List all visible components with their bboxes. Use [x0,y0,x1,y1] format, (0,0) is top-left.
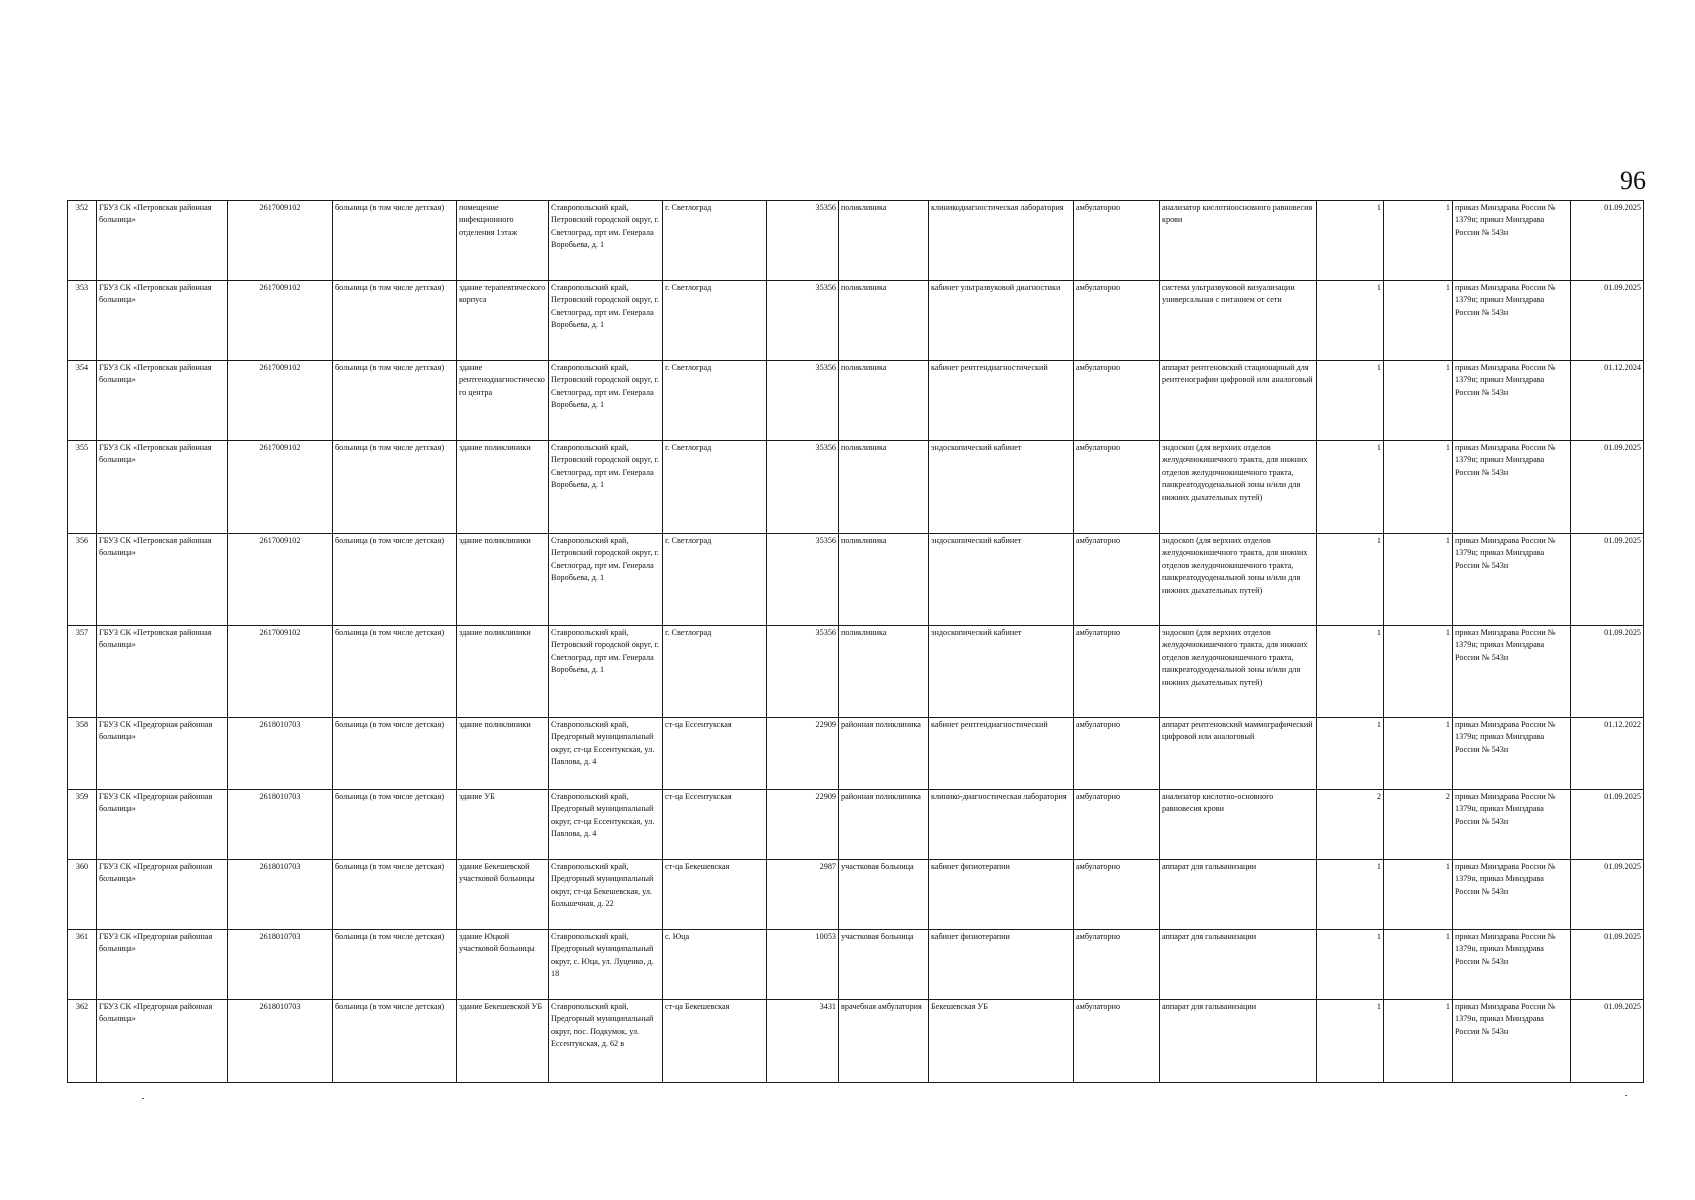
row-number: 361 [68,930,97,1000]
address: Ставропольский край, Предгорный муниципальный округ, ст-ца Ессентукская, ул. Павлова, д. 4 [549,790,663,860]
quantity-required: 1 [1317,534,1384,626]
locality: г. Светлоград [663,626,767,718]
address: Ставропольский край, Петровский городской округ, г. Светлоград, прт им. Генерала Воробьева, д. 1 [549,281,663,361]
row-number: 356 [68,534,97,626]
care-mode: амбулаторно [1074,718,1160,790]
cabinet: клинико-диагностическая лаборатория [929,790,1074,860]
building: помещение инфекционного отделения 1этаж [457,201,549,281]
inn: 2617009102 [228,534,333,626]
table-row [68,441,1644,534]
organization-name: ГБУЗ СК «Петровская районная больница» [97,361,228,441]
locality: г. Светлоград [663,441,767,534]
equipment: эндоскоп (для верхних отделов желудочнокишечного тракта, для нижних отделов желудочнокишечного тракта, панкреатодуоденальной зоны и/или для нижних дыхательных путей) [1160,626,1317,718]
building: здание УБ [457,790,549,860]
population: 35356 [767,626,839,718]
locality: ст-ца Ессентукская [663,718,767,790]
care-mode: амбулаторно [1074,441,1160,534]
locality: ст-ца Ессентукская [663,790,767,860]
unit-type: поликлиника [839,441,929,534]
regulatory-orders: приказ Минздрава России № 1379н; приказ Минздрава России № 543н [1453,441,1571,534]
organization-name: ГБУЗ СК «Петровская районная больница» [97,201,228,281]
row-number: 362 [68,1000,97,1083]
building: здание Бекешевской УБ [457,1000,549,1083]
population: 35356 [767,441,839,534]
building: здание поликлиники [457,441,549,534]
building: здание рентгенодиагностического центра [457,361,549,441]
table-body [68,201,1644,1083]
regulatory-orders: приказ Минздрава России № 1379н, приказ Минздрава России № 543н [1453,790,1571,860]
facility-type: больница (в том числе детская) [333,860,457,930]
organization-name: ГБУЗ СК «Петровская районная больница» [97,441,228,534]
address: Ставропольский край, Предгорный муниципальный округ, с. Юца, ул. Луценко, д. 18 [549,930,663,1000]
unit-type: поликлиника [839,201,929,281]
equipment: аппарат рентгеновский стационарный для рентгенографии цифровой или аналоговый [1160,361,1317,441]
regulatory-orders: приказ Минздрава России № 1379н; приказ Минздрава России № 543н [1453,626,1571,718]
unit-type: районная поликлиника [839,790,929,860]
address: Ставропольский край, Предгорный муниципальный округ, пос. Подкумок, ул. Ессентукская, д. 62 в [549,1000,663,1083]
address: Ставропольский край, Петровский городской округ, г. Светлоград, прт им. Генерала Воробьева, д. 1 [549,201,663,281]
address: Ставропольский край, Петровский городской округ, г. Светлоград, прт им. Генерала Воробьева, д. 1 [549,626,663,718]
quantity-required: 1 [1317,718,1384,790]
address: Ставропольский край, Петровский городской округ, г. Светлоград, прт им. Генерала Воробьева, д. 1 [549,534,663,626]
facility-type: больница (в том числе детская) [333,201,457,281]
population: 22909 [767,790,839,860]
locality: г. Светлоград [663,281,767,361]
inn: 2617009102 [228,361,333,441]
quantity-available: 1 [1384,201,1453,281]
quantity-required: 1 [1317,361,1384,441]
equipment: аппарат для гальванизации [1160,1000,1317,1083]
row-number: 360 [68,860,97,930]
cabinet: клиникодиагностическая лаборатория [929,201,1074,281]
table-row [68,718,1644,790]
cabinet: кабинет рентгендиагностический [929,718,1074,790]
facility-type: больница (в том числе детская) [333,1000,457,1083]
table-row [68,361,1644,441]
date: 01.09.2025 [1571,534,1644,626]
quantity-required: 1 [1317,930,1384,1000]
equipment: эндоскоп (для верхних отделов желудочнокишечного тракта, для нижних отделов желудочнокишечного тракта, панкреатодуоденальной зоны и/или для нижних дыхательных путей) [1160,441,1317,534]
care-mode: амбулаторно [1074,790,1160,860]
inn: 2618010703 [228,1000,333,1083]
regulatory-orders: приказ Минздрава России № 1379н; приказ Минздрава России № 543н [1453,281,1571,361]
date: 01.09.2025 [1571,626,1644,718]
building: здание поликлиники [457,626,549,718]
unit-type: поликлиника [839,281,929,361]
row-number: 354 [68,361,97,441]
population: 22909 [767,718,839,790]
building: здание Бекешевской участковой больницы [457,860,549,930]
regulatory-orders: приказ Минздрава России № 1379н, приказ Минздрава России № 543н [1453,1000,1571,1083]
care-mode: амбулаторно [1074,201,1160,281]
unit-type: врачебная амбулатория [839,1000,929,1083]
locality: г. Светлоград [663,361,767,441]
quantity-available: 2 [1384,790,1453,860]
organization-name: ГБУЗ СК «Предгорная районная больница» [97,1000,228,1083]
care-mode: амбулаторно [1074,1000,1160,1083]
locality: с. Юца [663,930,767,1000]
organization-name: ГБУЗ СК «Предгорная районная больница» [97,930,228,1000]
scan-speck [1625,1095,1627,1096]
row-number: 357 [68,626,97,718]
inn: 2617009102 [228,626,333,718]
facility-type: больница (в том числе детская) [333,361,457,441]
quantity-required: 2 [1317,790,1384,860]
cabinet: кабинет физиотерапии [929,860,1074,930]
table-row [68,790,1644,860]
date: 01.09.2025 [1571,1000,1644,1083]
row-number: 359 [68,790,97,860]
row-number: 358 [68,718,97,790]
locality: ст-ца Бекешевская [663,1000,767,1083]
row-number: 352 [68,201,97,281]
building: здание поликлиники [457,534,549,626]
inn: 2618010703 [228,718,333,790]
organization-name: ГБУЗ СК «Петровская районная больница» [97,281,228,361]
regulatory-orders: приказ Минздрава России № 1379н; приказ Минздрава России № 543н [1453,534,1571,626]
inn: 2617009102 [228,441,333,534]
unit-type: поликлиника [839,626,929,718]
date: 01.12.2022 [1571,718,1644,790]
table-row [68,1000,1644,1083]
inn: 2618010703 [228,930,333,1000]
cabinet: эндоскопический кабинет [929,441,1074,534]
facility-type: больница (в том числе детская) [333,930,457,1000]
unit-type: районная поликлиника [839,718,929,790]
population: 35356 [767,281,839,361]
table-row [68,201,1644,281]
inn: 2617009102 [228,281,333,361]
quantity-available: 1 [1384,441,1453,534]
population: 35356 [767,534,839,626]
organization-name: ГБУЗ СК «Предгорная районная больница» [97,860,228,930]
quantity-available: 1 [1384,718,1453,790]
table-row [68,534,1644,626]
locality: ст-ца Бекешевская [663,860,767,930]
table-row [68,860,1644,930]
cabinet: эндоскопический кабинет [929,626,1074,718]
unit-type: поликлиника [839,361,929,441]
care-mode: амбулаторно [1074,860,1160,930]
date: 01.09.2025 [1571,790,1644,860]
population: 10053 [767,930,839,1000]
quantity-available: 1 [1384,281,1453,361]
date: 01.09.2025 [1571,201,1644,281]
equipment: система ультразвуковой визуализации универсальная с питанием от сети [1160,281,1317,361]
date: 01.09.2025 [1571,860,1644,930]
care-mode: амбулаторно [1074,930,1160,1000]
regulatory-orders: приказ Минздрава России № 1379н; приказ Минздрава России № 543н [1453,201,1571,281]
inn: 2617009102 [228,201,333,281]
organization-name: ГБУЗ СК «Предгорная районная больница» [97,790,228,860]
date: 01.09.2025 [1571,281,1644,361]
quantity-available: 1 [1384,626,1453,718]
quantity-available: 1 [1384,860,1453,930]
cabinet: кабинет ультразвуковой диагностики [929,281,1074,361]
date: 01.09.2025 [1571,930,1644,1000]
facility-type: больница (в том числе детская) [333,718,457,790]
equipment: аппарат для гальванизации [1160,930,1317,1000]
locality: г. Светлоград [663,201,767,281]
equipment: эндоскоп (для верхних отделов желудочнокишечного тракта, для нижних отделов желудочнокишечного тракта, панкреатодуоденальной зоны и/или для нижних дыхательных путей) [1160,534,1317,626]
table-row [68,626,1644,718]
building: здание терапевтического корпуса [457,281,549,361]
care-mode: амбулаторно [1074,534,1160,626]
page-number: 96 [1620,166,1646,195]
locality: г. Светлоград [663,534,767,626]
quantity-available: 1 [1384,930,1453,1000]
unit-type: участковая больница [839,860,929,930]
equipment: анализатор кислотноосновного равновесия крови [1160,201,1317,281]
address: Ставропольский край, Предгорный муниципальный округ, ст-ца Ессентукская, ул. Павлова, д. 4 [549,718,663,790]
cabinet: эндоскопический кабинет [929,534,1074,626]
unit-type: поликлиника [839,534,929,626]
cabinet: кабинет рентгендиагностический [929,361,1074,441]
regulatory-orders: приказ Минздрава России № 1379н, приказ Минздрава России № 543н [1453,860,1571,930]
population: 35356 [767,201,839,281]
equipment: аппарат для гальванизации [1160,860,1317,930]
facility-type: больница (в том числе детская) [333,534,457,626]
facility-type: больница (в том числе детская) [333,441,457,534]
inn: 2618010703 [228,790,333,860]
address: Ставропольский край, Петровский городской округ, г. Светлоград, прт им. Генерала Воробьева, д. 1 [549,361,663,441]
population: 3431 [767,1000,839,1083]
address: Ставропольский край, Предгорный муниципальный округ, ст-ца Бекешевская, ул. Большечная, д. 22 [549,860,663,930]
date: 01.12.2024 [1571,361,1644,441]
facility-type: больница (в том числе детская) [333,626,457,718]
quantity-available: 1 [1384,1000,1453,1083]
care-mode: амбулаторно [1074,626,1160,718]
quantity-required: 1 [1317,626,1384,718]
quantity-required: 1 [1317,860,1384,930]
table-row [68,930,1644,1000]
facility-type: больница (в том числе детская) [333,281,457,361]
organization-name: ГБУЗ СК «Петровская районная больница» [97,534,228,626]
quantity-required: 1 [1317,281,1384,361]
regulatory-orders: приказ Минздрава России № 1379н, приказ Минздрава России № 543н [1453,930,1571,1000]
organization-name: ГБУЗ СК «Петровская районная больница» [97,626,228,718]
scan-speck [142,1098,144,1099]
address: Ставропольский край, Петровский городской округ, г. Светлоград, прт им. Генерала Воробьева, д. 1 [549,441,663,534]
quantity-available: 1 [1384,534,1453,626]
quantity-available: 1 [1384,361,1453,441]
quantity-required: 1 [1317,201,1384,281]
date: 01.09.2025 [1571,441,1644,534]
cabinet: кабинет физиотерапии [929,930,1074,1000]
equipment-table [67,200,1644,1083]
organization-name: ГБУЗ СК «Предгорная районная больница» [97,718,228,790]
population: 35356 [767,361,839,441]
regulatory-orders: приказ Минздрава России № 1379н; приказ Минздрава России № 543н [1453,718,1571,790]
inn: 2618010703 [228,860,333,930]
row-number: 355 [68,441,97,534]
building: здание Юцкой участковой больницы [457,930,549,1000]
building: здание поликлиники [457,718,549,790]
regulatory-orders: приказ Минздрава России № 1379н; приказ Минздрава России № 543н [1453,361,1571,441]
population: 2987 [767,860,839,930]
equipment: анализатор кислотно-основного равновесия крови [1160,790,1317,860]
cabinet: Бекешевская УБ [929,1000,1074,1083]
unit-type: участковая больница [839,930,929,1000]
table-row [68,281,1644,361]
care-mode: амбулаторно [1074,361,1160,441]
care-mode: амбулаторно [1074,281,1160,361]
row-number: 353 [68,281,97,361]
quantity-required: 1 [1317,441,1384,534]
quantity-required: 1 [1317,1000,1384,1083]
equipment: аппарат рентгеновский маммографический цифровой или аналоговый [1160,718,1317,790]
facility-type: больница (в том числе детская) [333,790,457,860]
